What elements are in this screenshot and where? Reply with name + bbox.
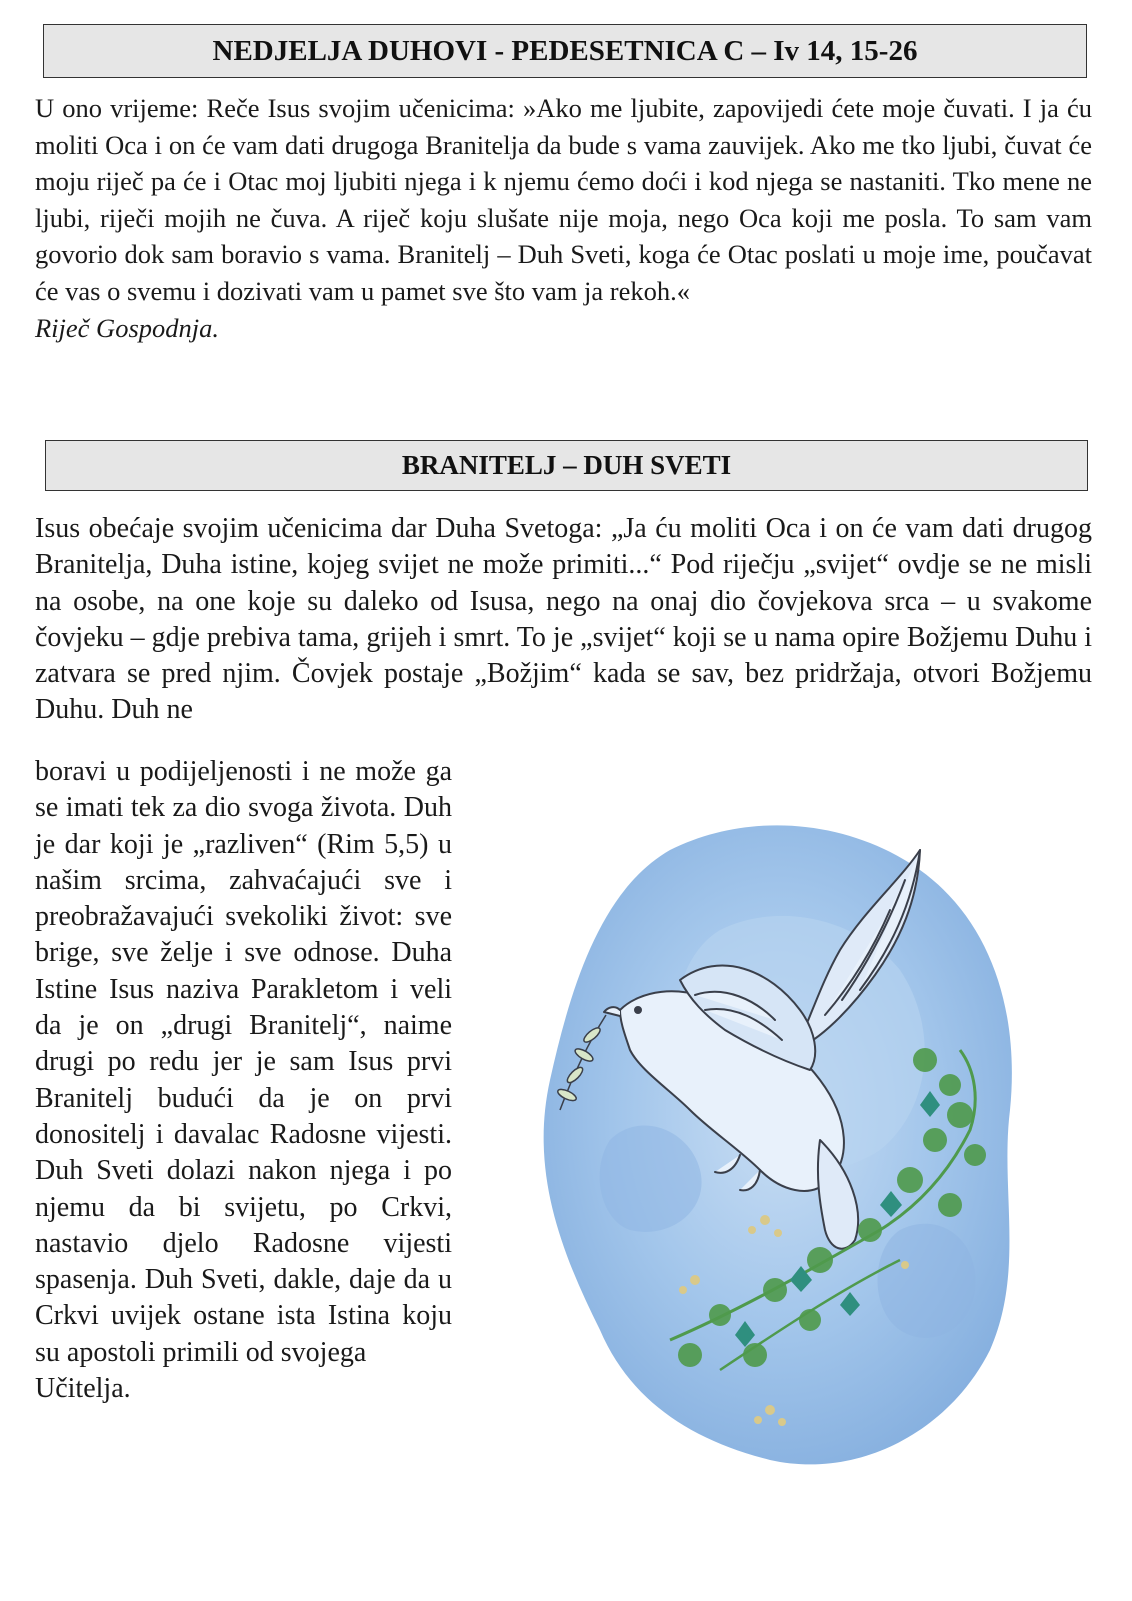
gospel-text: U ono vrijeme: Reče Isus svojim učenicima: »Ako me ljubite, zapovijedi ćete moje čuvati. I ja ću moliti Oca i on će vam dati drugoga Branitelja da bude s vama zauvijek. Ako me tko ljubi, čuvat će moju riječ pa će i Otac moj ljubiti njega i k njemu ćemo doći i kod njega se nastaniti. Tko mene ne ljubi, riječi mojih ne čuva. A riječ koju slušate nije moja, nego Oca koji me posla. To sam vam govorio dok sam boravio s vama. Branitelj – Duh Sveti, koga će Otac poslati u moje ime, poučavat će vas o svemu i dozivati vam u pamet sve što vam ja rekoh.« [35,93,1092,306]
reflection-title-box [45,440,1088,491]
gospel-title: NEDJELJA DUHOVI - PEDESETNICA C – Iv 14, 15-26 [212,34,918,67]
gospel-reading [35,90,1092,346]
reflection-column-text: boravi u podijeljenosti i ne može ga se imati tek za dio svoga života. Duh je dar koji je „razliven“ (Rim 5,5) u našim srcima, zahvaćajući sve i preobražavajući svekoliki život: sve brige, sve želje i sve odnose. Duha Istine Isus naziva Parakletom i veli da je on „drugi Branitelj“, naime drugi po redu jer je sam Isus prvi Branitelj budući da je on prvi donositelj i davalac Radosne vijesti. Duh Sveti dolazi nakon njega i po njemu da bi svijetu, po Crkvi, nastavio djelo Radosne vijesti spasenja. Duh Sveti, dakle, daje da u Crkvi uvijek ostane ista Istina koju su apostoli primili od svojega [35,756,452,1368]
dove-illustration [520,810,1040,1490]
reflection-column [35,754,452,1407]
reflection-intro: Isus obećaje svojim učenicima dar Duha Svetoga: „Ja ću moliti Oca i on će vam dati drugog Branitelja, Duha istine, kojeg svijet ne može primiti...“ Pod riječju „svijet“ ovdje se ne misli na osobe, na one koje su daleko od Isusa, nego na onaj dio čovjekova srca – u svakome čovjeku – gdje prebiva tama, grijeh i smrt. To je „svijet“ koji se u nama opire Božjemu Duhu i zatvara se pred njim. Čovjek postaje „Božjim“ kada se sav, bez pridržaja, otvori Božjemu Duhu. Duh ne [35,513,1092,726]
reflection-title: BRANITELJ – DUH SVETI [401,450,732,480]
gospel-title-box [43,24,1087,78]
reflection-column-end: Učitelja. [35,1373,131,1405]
gospel-closing: Riječ Gospodnja. [35,312,219,343]
